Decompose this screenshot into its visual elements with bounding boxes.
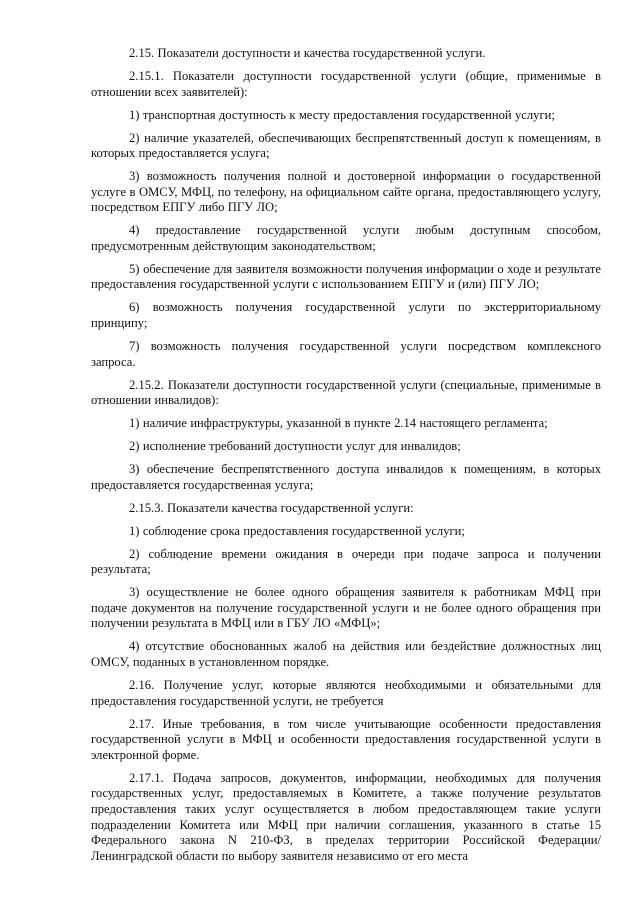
section-2-15-1-heading: 2.15.1. Показатели доступности государственной услуги (общие, применимые в отношении всех заявителей): [91,68,601,99]
quality-item-2: 2) соблюдение времени ожидания в очереди при подаче запроса и получении результата; [91,546,601,577]
general-item-4: 4) предоставление государственной услуги любым доступным способом, предусмотренным действующим законодательством; [91,223,601,253]
special-item-3: 3) обеспечение беспрепятственного доступа инвалидов к помещениям, в которых предоставляется государственная услуга; [91,462,601,492]
section-2-17-paragraph: 2.17. Иные требования, в том числе учитывающие особенности предоставления государственной услуги в МФЦ и особенности предоставления государственной услуги в электронной форме. [91,716,601,762]
section-2-16-paragraph: 2.16. Получение услуг, которые являются необходимыми и обязательными для предоставления государственной услуги, не требуется [91,678,601,708]
section-2-15-heading: 2.15. Показатели доступности и качества государственной услуги. [129,46,486,60]
general-item-6: 6) возможность получения государственной услуги по экстерриториальному принципу; [91,300,601,331]
general-item-7: 7) возможность получения государственной услуги посредством комплексного запроса. [91,339,601,369]
special-item-2: 2) исполнение требований доступности услуг для инвалидов; [129,439,461,454]
general-item-5: 5) обеспечение для заявителя возможности получения информации о ходе и результате предоставления государственной услуги с использованием ЕПГУ и (или) ПГУ ЛО; [91,261,601,292]
general-item-3: 3) возможность получения полной и достоверной информации о государственной услуге в ОМСУ, МФЦ, по телефону, на официальном сайте органа, предоставляющего услугу, посредством ЕПГУ либо ПГУ ЛО; [91,169,601,215]
quality-item-3: 3) осуществление не более одного обращения заявителя к работникам МФЦ при подаче документов на получение государственной услуги и не более одного обращения при получении результата в МФЦ или в ГБУ ЛО «МФЦ»; [91,585,601,631]
section-2-15-3-heading: 2.15.3. Показатели качества государственной услуги: [129,500,414,515]
general-item-2: 2) наличие указателей, обеспечивающих беспрепятственный доступ к помещениям, в которых предоставляется услуга; [91,130,601,161]
quality-item-1: 1) соблюдение срока предоставления государственной услуги; [129,523,465,538]
special-item-1: 1) наличие инфраструктуры, указанной в пункте 2.14 настоящего регламента; [129,416,548,431]
general-item-1: 1) транспортная доступность к месту предоставления государственной услуги; [129,107,555,122]
quality-item-4: 4) отсутствие обоснованных жалоб на действия или бездействие должностных лиц ОМСУ, поданных в установленном порядке. [91,639,601,670]
section-2-17-1-paragraph: 2.17.1. Подача запросов, документов, информации, необходимых для получения государственных услуг, предоставляемых в Комитете, а также получение результатов предоставления таких услуг осуществляется в любом предоставляющем такие услуги подразделении Комитета или МФЦ при наличии соглашения, указанного в статье 15 Федерального закона N 210-ФЗ, в пределах территории Российской Федерации/Ленинградской области по выбору заявителя независимо от его места [91,770,601,863]
document-page [91,46,601,872]
section-2-15-2-heading: 2.15.2. Показатели доступности государственной услуги (специальные, применимые в отношении инвалидов): [91,377,601,408]
